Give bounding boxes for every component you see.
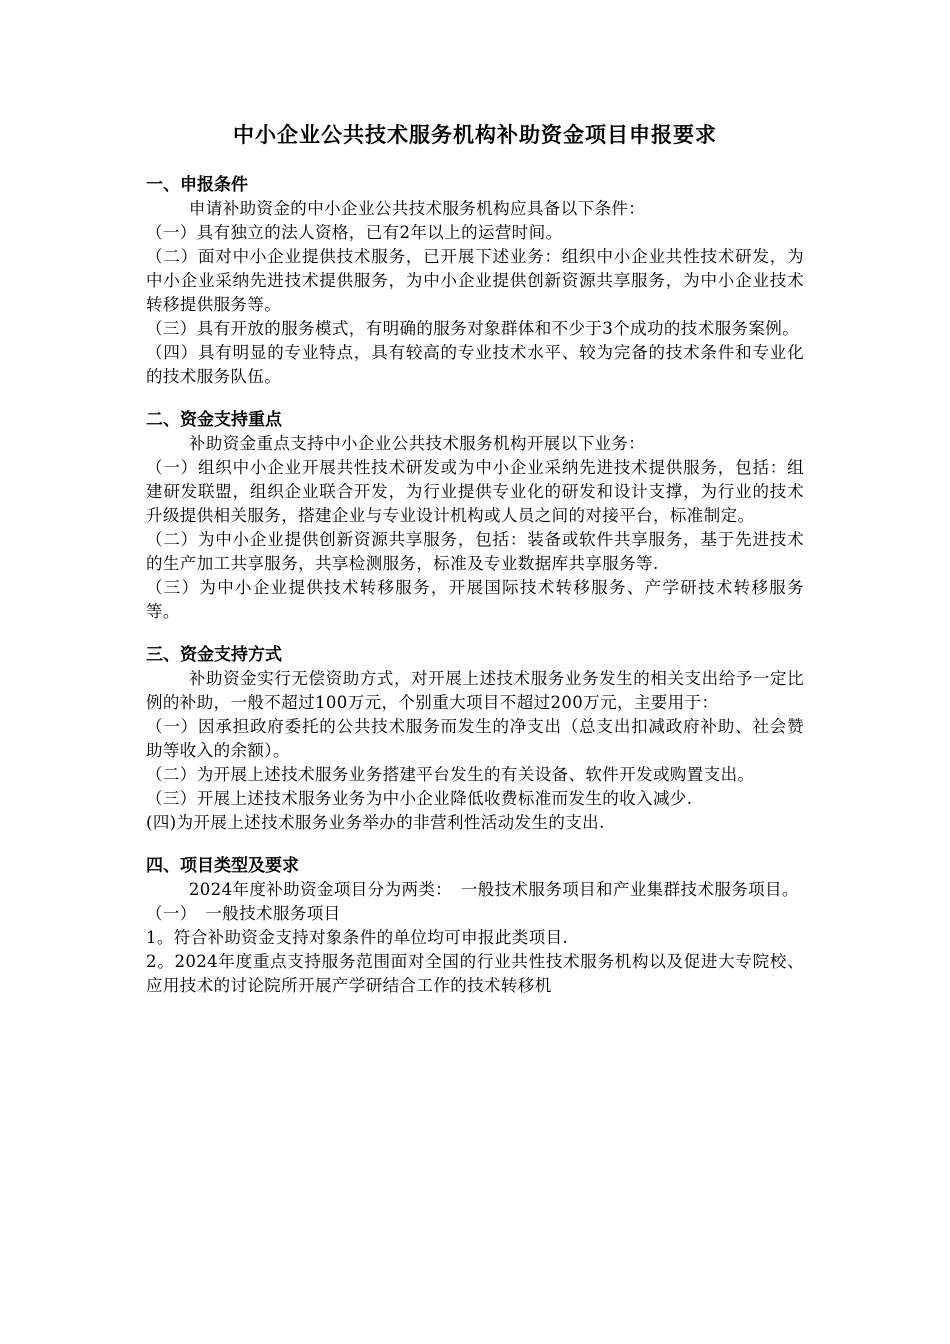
paragraph: （三）开展上述技术服务业务为中小企业降低收费标准而发生的收入减少.	[146, 789, 693, 808]
paragraph: 1。符合补助资金支持对象条件的单位均可申报此类项目.	[146, 928, 569, 947]
paragraph: 补助资金实行无偿资助方式，对开展上述技术服务业务发生的相关支出给予一定比例的补助，一般不超过100万元，个别重大项目不超过200万元，主要用于：	[146, 669, 804, 712]
section-heading: 二、资金支持重点	[146, 410, 282, 430]
paragraph: （一）组织中小企业开展共性技术研发或为中小企业采纳先进技术提供服务，包括：组建研发联盟，组织企业联合开发，为行业提供专业化的研发和设计支撑，为行业的技术升级提供相关服务，搭建企业与专业设计机构或人员之间的对接平台，标准制定。	[146, 458, 804, 525]
section-heading: 一、申报条件	[146, 175, 248, 195]
section-heading: 三、资金支持方式	[146, 645, 282, 665]
paragraph: （四）具有明显的专业特点，具有较高的专业技术水平、较为完备的技术条件和专业化的技术服务队伍。	[146, 343, 804, 386]
paragraph: 2024年度补助资金项目分为两类： 一般技术服务项目和产业集群技术服务项目。	[188, 880, 799, 899]
section-1	[146, 174, 804, 389]
paragraph: （二）为中小企业提供创新资源共享服务，包括：装备或软件共享服务，基于先进技术的生产加工共享服务，共享检测服务，标准及专业数据库共享服务等.	[146, 530, 804, 573]
paragraph: （二）面对中小企业提供技术服务，已开展下述业务：组织中小企业共性技术研发，为中小企业采纳先进技术提供服务，为中小企业提供创新资源共享服务，为中小企业技术转移提供服务等。	[146, 247, 804, 314]
document-body	[146, 174, 804, 998]
section-4	[146, 855, 804, 998]
paragraph: （三）为中小企业提供技术转移服务，开展国际技术转移服务、产学研技术转移服务等。	[146, 578, 804, 621]
paragraph: 补助资金重点支持中小企业公共技术服务机构开展以下业务：	[188, 434, 646, 453]
section-heading: 四、项目类型及要求	[146, 856, 299, 876]
section-3	[146, 644, 804, 835]
paragraph: (四)为开展上述技术服务业务举办的非营利性活动发生的支出.	[146, 813, 605, 832]
document-title: 中小企业公共技术服务机构补助资金项目申报要求	[233, 122, 717, 147]
paragraph: （一） 一般技术服务项目	[146, 904, 341, 923]
paragraph: （一）因承担政府委托的公共技术服务而发生的净支出（总支出扣减政府补助、社会赞助等收入的余额）。	[146, 717, 804, 760]
paragraph: （一）具有独立的法人资格，已有2年以上的运营时间。	[146, 223, 563, 242]
paragraph: （三）具有开放的服务模式，有明确的服务对象群体和不少于3个成功的技术服务案例。	[146, 319, 800, 338]
paragraph: 申请补助资金的中小企业公共技术服务机构应具备以下条件：	[188, 199, 646, 218]
section-2	[146, 409, 804, 624]
paragraph: 2。2024年度重点支持服务范围面对全国的行业共性技术服务机构以及促进大专院校、应用技术的讨论院所开展产学研结合工作的技术转移机	[146, 952, 804, 995]
paragraph: （二）为开展上述技术服务业务搭建平台发生的有关设备、软件开发或购置支出。	[146, 765, 755, 784]
